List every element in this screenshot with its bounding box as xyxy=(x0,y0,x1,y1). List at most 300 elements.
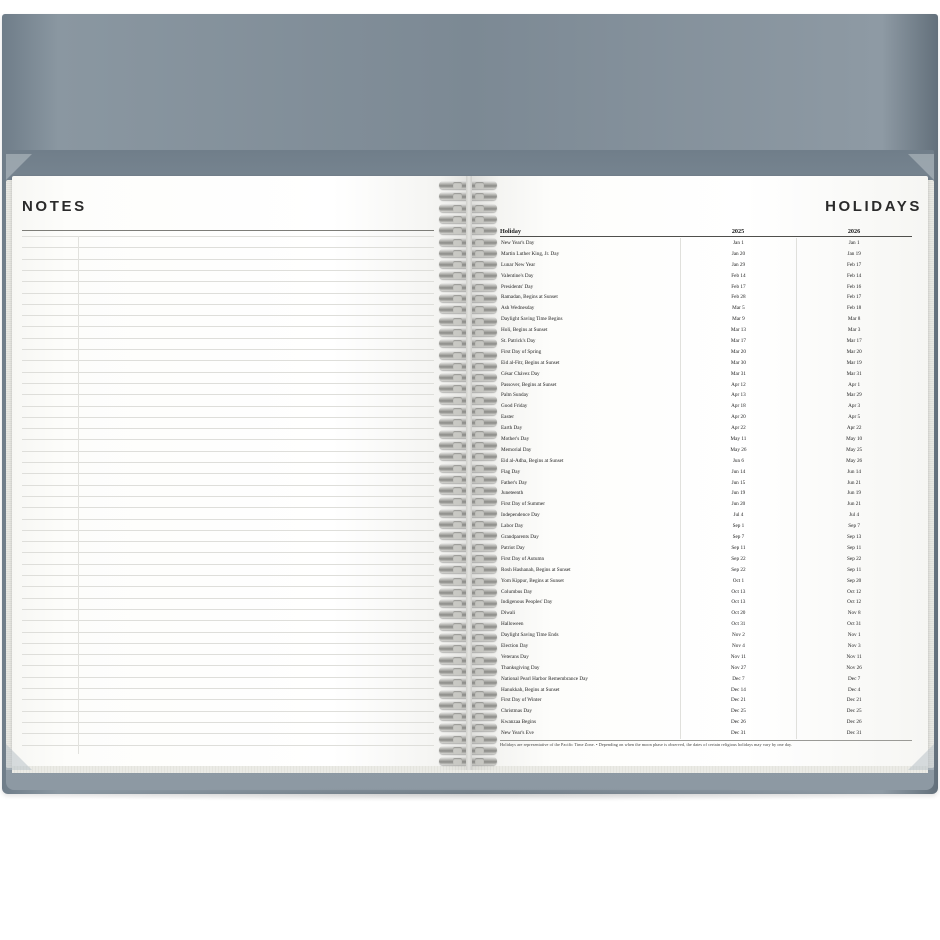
page-edge-bottom-left xyxy=(12,766,470,773)
punch-hole-right xyxy=(475,284,484,291)
cell-date-2026: Feb 16 xyxy=(847,283,862,290)
cell-date-2026: Sep 20 xyxy=(847,577,862,584)
punch-hole-right xyxy=(475,510,484,517)
cell-holiday: First Day of Winter xyxy=(501,697,542,704)
cell-date-2026: Sep 11 xyxy=(847,566,862,573)
table-row xyxy=(500,423,912,434)
cell-date-2025: Oct 1 xyxy=(732,577,745,584)
table-row xyxy=(500,619,912,630)
punch-hole-left xyxy=(453,600,462,607)
punch-hole-right xyxy=(475,657,484,664)
cell-holiday: Hanukkah, Begins at Sunset xyxy=(501,686,560,693)
cell-date-2025: Dec 25 xyxy=(731,708,746,715)
table-row xyxy=(500,292,912,303)
cell-date-2025: Feb 14 xyxy=(731,272,746,279)
cell-holiday: Juneteenth xyxy=(501,490,524,497)
punch-hole-right xyxy=(475,374,484,381)
punch-hole-right xyxy=(475,306,484,313)
punch-hole-right xyxy=(475,476,484,483)
punch-hole-left xyxy=(453,306,462,313)
cell-date-2026: Nov 26 xyxy=(846,664,862,671)
column-divider-2 xyxy=(796,238,797,739)
cell-date-2026: Oct 12 xyxy=(847,599,862,606)
punch-hole-left xyxy=(453,419,462,426)
cell-date-2026: Apr 5 xyxy=(848,414,861,421)
notes-line xyxy=(22,349,434,350)
punch-hole-left xyxy=(453,182,462,189)
cell-holiday: Grandparents Day xyxy=(501,534,539,541)
cell-date-2025: Apr 18 xyxy=(731,403,746,410)
cell-holiday: Eid al-Adha, Begins at Sunset xyxy=(501,457,564,464)
cell-date-2025: Apr 12 xyxy=(731,381,746,388)
punch-hole-left xyxy=(453,578,462,585)
punch-hole-right xyxy=(475,419,484,426)
cell-date-2026: Apr 3 xyxy=(848,403,861,410)
punch-hole-left xyxy=(453,408,462,415)
punch-hole-left xyxy=(453,318,462,325)
cell-holiday: Valentine's Day xyxy=(501,272,534,279)
table-row xyxy=(500,674,912,685)
punch-hole-right xyxy=(475,453,484,460)
cell-holiday: Yom Kippur, Begins at Sunset xyxy=(501,577,564,584)
notes-line xyxy=(22,609,434,610)
cell-holiday: Thanksgiving Day xyxy=(501,664,540,671)
punch-hole-right xyxy=(475,736,484,743)
cell-date-2025: Sep 1 xyxy=(732,523,745,530)
notes-line xyxy=(22,722,434,723)
cell-date-2025: Jun 6 xyxy=(732,457,744,464)
cell-date-2026: May 26 xyxy=(846,457,863,464)
punch-hole-right xyxy=(475,227,484,234)
notes-line xyxy=(22,711,434,712)
punch-hole-right xyxy=(475,487,484,494)
punch-hole-right xyxy=(475,544,484,551)
punch-hole-right xyxy=(475,295,484,302)
notes-line xyxy=(22,462,434,463)
table-row xyxy=(500,369,912,380)
cell-date-2025: Feb 17 xyxy=(731,283,746,290)
cell-holiday: St. Patrick's Day xyxy=(501,338,536,345)
punch-hole-right xyxy=(475,532,484,539)
cell-holiday: Eid al-Fitr, Begins at Sunset xyxy=(501,359,560,366)
cell-date-2026: Dec 26 xyxy=(846,719,862,726)
punch-hole-right xyxy=(475,465,484,472)
notes-line xyxy=(22,586,434,587)
notes-line xyxy=(22,473,434,474)
table-row xyxy=(500,510,912,521)
cell-date-2026: Mar 20 xyxy=(846,348,862,355)
cell-date-2025: Feb 28 xyxy=(731,294,746,301)
punch-hole-right xyxy=(475,691,484,698)
punch-hole-right xyxy=(475,713,484,720)
punch-hole-left xyxy=(453,510,462,517)
cell-date-2025: Mar 5 xyxy=(732,305,745,312)
notes-line xyxy=(22,688,434,689)
cell-date-2025: Jun 14 xyxy=(731,468,746,475)
table-row xyxy=(500,390,912,401)
punch-hole-right xyxy=(475,182,484,189)
punch-hole-right xyxy=(475,216,484,223)
cell-date-2026: Dec 7 xyxy=(848,675,861,682)
table-row xyxy=(500,630,912,641)
table-row xyxy=(500,456,912,467)
cell-date-2026: Mar 19 xyxy=(846,359,862,366)
notes-line xyxy=(22,733,434,734)
cell-date-2025: Apr 13 xyxy=(731,392,746,399)
table-row xyxy=(500,347,912,358)
punch-hole-left xyxy=(453,193,462,200)
cell-date-2026: Feb 17 xyxy=(847,294,862,301)
punch-hole-right xyxy=(475,431,484,438)
cell-date-2025: Oct 13 xyxy=(731,588,746,595)
punch-hole-left xyxy=(453,544,462,551)
cell-date-2026: Apr 1 xyxy=(848,381,861,388)
cell-date-2025: Mar 31 xyxy=(730,370,746,377)
punch-hole-right xyxy=(475,363,484,370)
cell-date-2025: Dec 14 xyxy=(731,686,746,693)
cell-date-2025: Jan 20 xyxy=(731,250,746,257)
table-row xyxy=(500,401,912,412)
cell-holiday: Diwali xyxy=(501,610,516,617)
punch-hole-left xyxy=(453,216,462,223)
cell-date-2026: Sep 7 xyxy=(848,523,860,530)
cell-date-2025: Jul 4 xyxy=(733,512,744,519)
cell-holiday: Memorial Day xyxy=(501,446,532,453)
cell-date-2026: Jan 19 xyxy=(847,250,861,257)
punch-hole-left xyxy=(453,272,462,279)
punch-hole-right xyxy=(475,758,484,765)
punch-hole-right xyxy=(475,679,484,686)
cell-date-2025: Jun 20 xyxy=(731,501,746,508)
cell-date-2025: Mar 9 xyxy=(732,316,745,323)
punch-hole-right xyxy=(475,498,484,505)
punch-hole-left xyxy=(453,239,462,246)
cell-date-2026: Jan 1 xyxy=(848,240,860,246)
cell-holiday: Earth Day xyxy=(501,425,523,432)
column-header-2025: 2025 xyxy=(731,228,745,235)
notes-line xyxy=(22,643,434,644)
cell-date-2025: Oct 20 xyxy=(731,610,746,617)
punch-hole-left xyxy=(453,487,462,494)
punch-hole-left xyxy=(453,352,462,359)
table-row xyxy=(500,521,912,532)
punch-hole-left xyxy=(453,385,462,392)
table-row xyxy=(500,467,912,478)
punch-hole-left xyxy=(453,465,462,472)
notes-line xyxy=(22,564,434,565)
punch-hole-left xyxy=(453,691,462,698)
table-row xyxy=(500,303,912,314)
cell-holiday: Ash Wednesday xyxy=(501,305,535,312)
cell-date-2026: Jun 21 xyxy=(847,479,861,486)
cell-date-2025: Apr 22 xyxy=(731,425,746,432)
cell-date-2026: Mar 29 xyxy=(846,392,862,399)
punch-hole-left xyxy=(453,363,462,370)
punch-hole-left xyxy=(453,713,462,720)
cell-date-2025: Sep 11 xyxy=(731,544,746,551)
punch-hole-left xyxy=(453,295,462,302)
cell-holiday: Rosh Hashanah, Begins at Sunset xyxy=(501,566,571,573)
punch-hole-left xyxy=(453,566,462,573)
table-row xyxy=(500,282,912,293)
cell-date-2025: Dec 21 xyxy=(731,697,746,704)
notes-line xyxy=(22,699,434,700)
table-row xyxy=(500,597,912,608)
notes-line xyxy=(22,315,434,316)
table-row xyxy=(500,358,912,369)
cell-holiday: Columbus Day xyxy=(501,588,533,595)
notes-line xyxy=(22,259,434,260)
notes-line xyxy=(22,406,434,407)
punch-hole-left xyxy=(453,476,462,483)
table-row xyxy=(500,532,912,543)
table-row xyxy=(500,314,912,325)
punch-hole-right xyxy=(475,645,484,652)
holidays-header-rule xyxy=(500,236,912,237)
spine-gap xyxy=(466,176,472,770)
notes-line xyxy=(22,360,434,361)
punch-hole-left xyxy=(453,645,462,652)
holidays-page-title: HOLIDAYS xyxy=(825,198,922,215)
punch-hole-left xyxy=(453,555,462,562)
punch-hole-left xyxy=(453,657,462,664)
cell-date-2025: Nov 4 xyxy=(732,642,745,649)
notes-line xyxy=(22,281,434,282)
cell-date-2026: Mar 17 xyxy=(846,338,862,345)
notes-line xyxy=(22,575,434,576)
cell-holiday: Martin Luther King, Jr. Day xyxy=(501,250,560,257)
punch-hole-left xyxy=(453,702,462,709)
cell-holiday: Christmas Day xyxy=(501,708,532,715)
punch-hole-right xyxy=(475,193,484,200)
punch-hole-right xyxy=(475,442,484,449)
notes-line xyxy=(22,304,434,305)
punch-hole-left xyxy=(453,736,462,743)
punch-hole-left xyxy=(453,498,462,505)
notes-line xyxy=(22,677,434,678)
cell-holiday: First Day of Autumn xyxy=(501,555,545,562)
cell-date-2025: Sep 22 xyxy=(731,555,746,562)
cell-holiday: Easter xyxy=(501,414,514,421)
punch-hole-left xyxy=(453,374,462,381)
drop-shadow xyxy=(20,788,920,802)
notes-line xyxy=(22,552,434,553)
punch-hole-right xyxy=(475,724,484,731)
punch-hole-right xyxy=(475,578,484,585)
table-row xyxy=(500,499,912,510)
notes-line xyxy=(22,326,434,327)
table-row xyxy=(500,380,912,391)
table-row xyxy=(500,478,912,489)
cell-holiday: Holi, Begins at Sunset xyxy=(501,327,548,334)
cell-date-2025: Dec 7 xyxy=(732,675,745,682)
notes-top-rule xyxy=(22,230,434,231)
cell-date-2026: Oct 31 xyxy=(847,621,862,628)
table-row xyxy=(500,641,912,652)
cell-date-2026: Nov 11 xyxy=(846,653,862,660)
cell-date-2026: Dec 4 xyxy=(848,686,861,693)
punch-hole-right xyxy=(475,668,484,675)
cell-date-2026: Jun 14 xyxy=(847,468,861,475)
punch-hole-left xyxy=(453,284,462,291)
holidays-table-body xyxy=(500,238,912,739)
punch-hole-left xyxy=(453,453,462,460)
cell-date-2025: Nov 11 xyxy=(730,653,747,660)
table-row xyxy=(500,554,912,565)
punch-hole-right xyxy=(475,408,484,415)
holidays-footnote: Holidays are representative of the Pacific Time Zone. • Depending on when the moon phase is observed, the dates of certain religious holidays may vary by one day. xyxy=(500,742,793,748)
notes-line xyxy=(22,338,434,339)
column-divider-1 xyxy=(680,238,681,739)
punch-hole-right xyxy=(475,589,484,596)
cell-holiday: Palm Sunday xyxy=(501,392,529,399)
notes-line xyxy=(22,247,434,248)
notes-margin-rule xyxy=(78,236,79,754)
table-row xyxy=(500,434,912,445)
cell-holiday: Mother's Day xyxy=(501,436,530,443)
cell-date-2025: Jun 15 xyxy=(731,479,746,486)
cell-holiday: Patriot Day xyxy=(501,544,525,551)
cell-date-2025: Jan 29 xyxy=(731,261,746,268)
cell-date-2025: Nov 27 xyxy=(730,664,747,671)
table-row xyxy=(500,663,912,674)
punch-hole-left xyxy=(453,532,462,539)
cell-holiday: Daylight Saving Time Begins xyxy=(501,316,563,323)
cell-holiday: Election Day xyxy=(501,642,529,649)
cell-date-2026: Feb 18 xyxy=(847,305,862,312)
punch-hole-left xyxy=(453,205,462,212)
cell-date-2026: Jun 21 xyxy=(847,501,861,508)
cell-date-2026: Dec 25 xyxy=(846,708,862,715)
punch-hole-right xyxy=(475,611,484,618)
cell-date-2026: Jun 19 xyxy=(847,490,861,497)
table-row xyxy=(500,695,912,706)
column-header-2026: 2026 xyxy=(847,228,861,235)
cell-holiday: Lunar New Year xyxy=(501,261,536,268)
punch-hole-left xyxy=(453,634,462,641)
cell-holiday: Halloween xyxy=(501,621,524,628)
cell-date-2025: Jan 1 xyxy=(733,240,744,246)
table-row xyxy=(500,565,912,576)
punch-hole-left xyxy=(453,397,462,404)
table-row xyxy=(500,488,912,499)
punch-hole-right xyxy=(475,521,484,528)
cell-date-2025: Mar 30 xyxy=(730,359,746,366)
punch-hole-right xyxy=(475,261,484,268)
notes-line xyxy=(22,451,434,452)
punch-hole-left xyxy=(453,724,462,731)
punch-hole-left xyxy=(453,679,462,686)
punch-hole-right xyxy=(475,340,484,347)
cell-holiday: Ramadan, Begins at Sunset xyxy=(501,294,558,301)
notes-line xyxy=(22,394,434,395)
cell-date-2025: Jun 19 xyxy=(731,490,746,497)
punch-hole-left xyxy=(453,611,462,618)
notes-line xyxy=(22,632,434,633)
cell-date-2026: Nov 8 xyxy=(847,610,861,617)
punch-hole-right xyxy=(475,329,484,336)
column-header-holiday: Holiday xyxy=(500,228,521,235)
planner-book xyxy=(0,8,940,798)
punch-hole-right xyxy=(475,272,484,279)
cell-date-2025: Oct 31 xyxy=(731,621,746,628)
cell-date-2025: Nov 2 xyxy=(732,632,745,639)
cell-date-2025: Sep 22 xyxy=(731,566,746,573)
punch-hole-right xyxy=(475,566,484,573)
cell-date-2026: Nov 3 xyxy=(847,642,861,649)
cell-holiday: Labor Day xyxy=(501,523,524,530)
punch-hole-left xyxy=(453,758,462,765)
cell-holiday: Presidents' Day xyxy=(501,283,534,290)
cell-holiday: César Chávez Day xyxy=(501,370,540,377)
cell-date-2026: Feb 17 xyxy=(847,261,862,268)
punch-hole-left xyxy=(453,250,462,257)
punch-hole-left xyxy=(453,340,462,347)
notes-line xyxy=(22,665,434,666)
cell-date-2026: Nov 1 xyxy=(847,632,861,639)
notes-line xyxy=(22,417,434,418)
punch-hole-right xyxy=(475,385,484,392)
punch-hole-right xyxy=(475,747,484,754)
notes-line xyxy=(22,439,434,440)
cell-holiday: First Day of Summer xyxy=(501,501,545,508)
punch-hole-left xyxy=(453,521,462,528)
cell-holiday: Indigenous Peoples' Day xyxy=(501,599,553,606)
notes-line xyxy=(22,654,434,655)
table-row xyxy=(500,652,912,663)
punch-hole-right xyxy=(475,318,484,325)
table-row xyxy=(500,336,912,347)
holidays-footer-rule xyxy=(500,740,912,741)
holidays-table-header xyxy=(500,228,912,236)
notes-line xyxy=(22,519,434,520)
table-row xyxy=(500,685,912,696)
cell-date-2026: May 25 xyxy=(846,446,863,453)
cell-holiday: Father's Day xyxy=(501,479,528,486)
cell-holiday: Flag Day xyxy=(501,468,521,475)
cell-date-2026: Mar 31 xyxy=(846,370,862,377)
cell-date-2025: Mar 17 xyxy=(730,338,746,345)
notes-line xyxy=(22,620,434,621)
cell-holiday: First Day of Spring xyxy=(501,348,542,355)
notes-line xyxy=(22,372,434,373)
punch-hole-left xyxy=(453,589,462,596)
punch-hole-left xyxy=(453,329,462,336)
punch-hole-left xyxy=(453,227,462,234)
notes-line xyxy=(22,496,434,497)
table-row xyxy=(500,587,912,598)
notes-line xyxy=(22,745,434,746)
notes-line xyxy=(22,236,434,237)
punch-hole-right xyxy=(475,352,484,359)
cell-holiday: Daylight Saving Time Ends xyxy=(501,632,559,639)
punch-hole-right xyxy=(475,600,484,607)
table-row xyxy=(500,445,912,456)
cell-date-2025: May 11 xyxy=(730,436,747,443)
notes-line xyxy=(22,428,434,429)
page-edge-bottom-right xyxy=(470,766,928,773)
cell-date-2025: Dec 31 xyxy=(731,730,746,737)
table-row xyxy=(500,728,912,739)
cell-date-2026: May 10 xyxy=(846,436,863,443)
punch-hole-right xyxy=(475,702,484,709)
punch-hole-right xyxy=(475,205,484,212)
table-row xyxy=(500,412,912,423)
cell-date-2026: Mar 8 xyxy=(847,316,861,323)
punch-hole-left xyxy=(453,442,462,449)
punch-hole-left xyxy=(453,668,462,675)
cell-date-2026: Oct 12 xyxy=(847,588,862,595)
